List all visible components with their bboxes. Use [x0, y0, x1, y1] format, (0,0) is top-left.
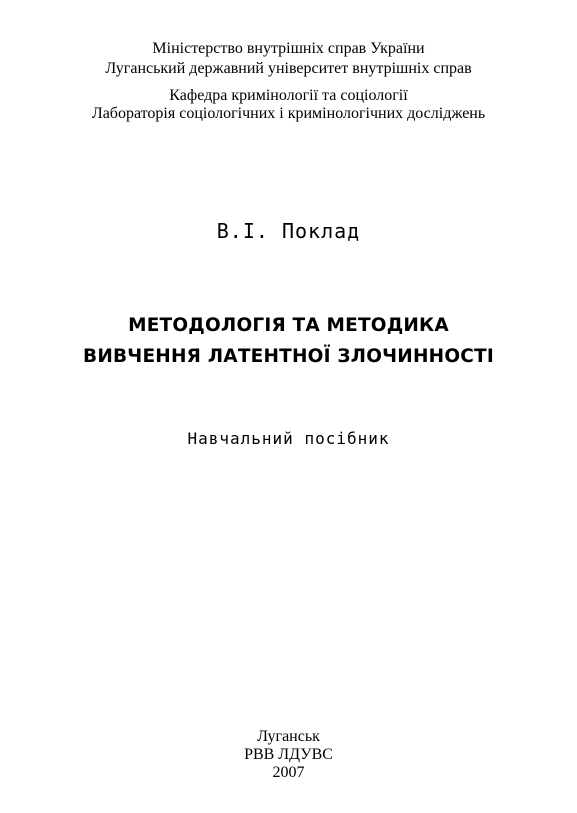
university-name: Луганський державний університет внутрішніх справ — [105, 60, 472, 77]
laboratory-name: Лабораторія соціологічних і кримінологічних досліджень — [91, 105, 486, 122]
book-title-line-2: ВИВЧЕННЯ ЛАТЕНТНОЇ ЗЛОЧИННОСТІ — [83, 346, 494, 367]
book-subtitle: Навчальний посібник — [187, 429, 390, 448]
imprint-city: Луганськ — [257, 728, 320, 745]
imprint-year: 2007 — [272, 764, 305, 781]
ministry-name: Міністерство внутрішніх справ України — [152, 40, 425, 57]
imprint-publisher: РВВ ЛДУВС — [244, 746, 333, 763]
author-name: В.І. Поклад — [216, 219, 361, 243]
department-name: Кафедра кримінології та соціології — [169, 87, 408, 104]
book-title-line-1: МЕТОДОЛОГІЯ ТА МЕТОДИКА — [128, 315, 449, 336]
